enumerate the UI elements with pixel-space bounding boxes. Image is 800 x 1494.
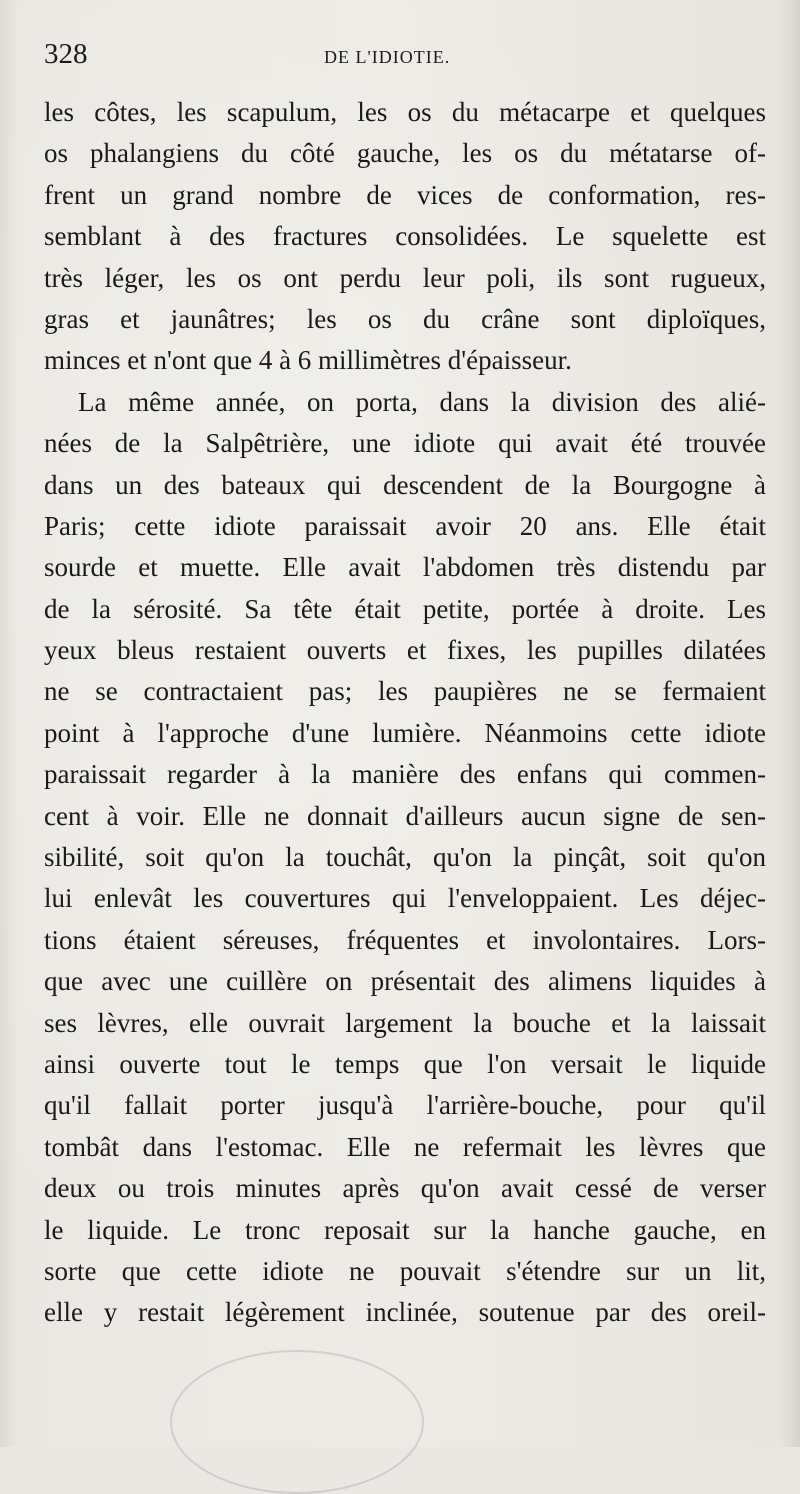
text-line-indented: La même année, on porta, dans la division des alié-	[78, 386, 766, 417]
text-line: ses lèvres, elle ouvrait largement la bouche et la laissait	[44, 1007, 766, 1038]
text-line: semblant à des fractures consolidées. Le squelette est	[44, 221, 766, 252]
text-line: frent un grand nombre de vices de conformation, res-	[44, 179, 766, 210]
body-text	[44, 92, 766, 1334]
text-line: point à l'approche d'une lumière. Néanmoins cette idiote	[44, 717, 766, 748]
text-line: minces et n'ont que 4 à 6 millimètres d'épaisseur.	[44, 345, 572, 376]
text-line: elle y restait légèrement inclinée, soutenue par des oreil-	[44, 1297, 766, 1328]
text-line: dans un des bateaux qui descendent de la Bourgogne à	[44, 469, 766, 500]
page-header	[44, 38, 784, 82]
text-line: de la sérosité. Sa tête était petite, portée à droite. Les	[44, 593, 766, 624]
text-line: les côtes, les scapulum, les os du métacarpe et quelques	[44, 97, 766, 127]
text-line: que avec une cuillère on présentait des alimens liquides à	[44, 966, 766, 997]
text-line: nées de la Salpêtrière, une idiote qui avait été trouvée	[44, 428, 766, 459]
text-line: ainsi ouverte tout le temps que l'on versait le liquide	[44, 1048, 766, 1079]
text-line: gras et jaunâtres; les os du crâne sont diploïques,	[44, 303, 766, 334]
text-line: sorte que cette idiote ne pouvait s'étendre sur un lit,	[44, 1255, 766, 1286]
library-stamp	[170, 1350, 424, 1494]
text-line: yeux bleus restaient ouverts et fixes, les pupilles dilatées	[44, 635, 766, 666]
text-line: tions étaient séreuses, fréquentes et involontaires. Lors-	[44, 924, 766, 955]
text-line: le liquide. Le tronc reposait sur la hanche gauche, en	[44, 1214, 766, 1245]
text-line: paraissait regarder à la manière des enfans qui commen-	[44, 759, 766, 790]
text-line: deux ou trois minutes après qu'on avait cessé de verser	[44, 1173, 766, 1204]
text-line: cent à voir. Elle ne donnait d'ailleurs aucun signe de sen-	[44, 800, 766, 831]
running-title: DE L'IDIOTIE.	[324, 47, 451, 67]
text-line: très léger, les os ont perdu leur poli, ils sont rugueux,	[44, 262, 766, 293]
text-line: os phalangiens du côté gauche, les os du métatarse of-	[44, 138, 766, 169]
text-line: tombât dans l'estomac. Elle ne refermait les lèvres que	[44, 1131, 766, 1162]
text-line: sourde et muette. Elle avait l'abdomen très distendu par	[44, 552, 766, 583]
text-line: Paris; cette idiote paraissait avoir 20 ans. Elle était	[44, 510, 766, 541]
text-line: lui enlevât les couvertures qui l'enveloppaient. Les déjec-	[44, 883, 766, 914]
text-line: qu'il fallait porter jusqu'à l'arrière-bouche, pour qu'il	[44, 1090, 766, 1121]
text-line: sibilité, soit qu'on la touchât, qu'on la pinçât, soit qu'on	[44, 842, 766, 873]
text-line: ne se contractaient pas; les paupières ne se fermaient	[44, 676, 766, 707]
page-number: 328	[44, 38, 88, 70]
